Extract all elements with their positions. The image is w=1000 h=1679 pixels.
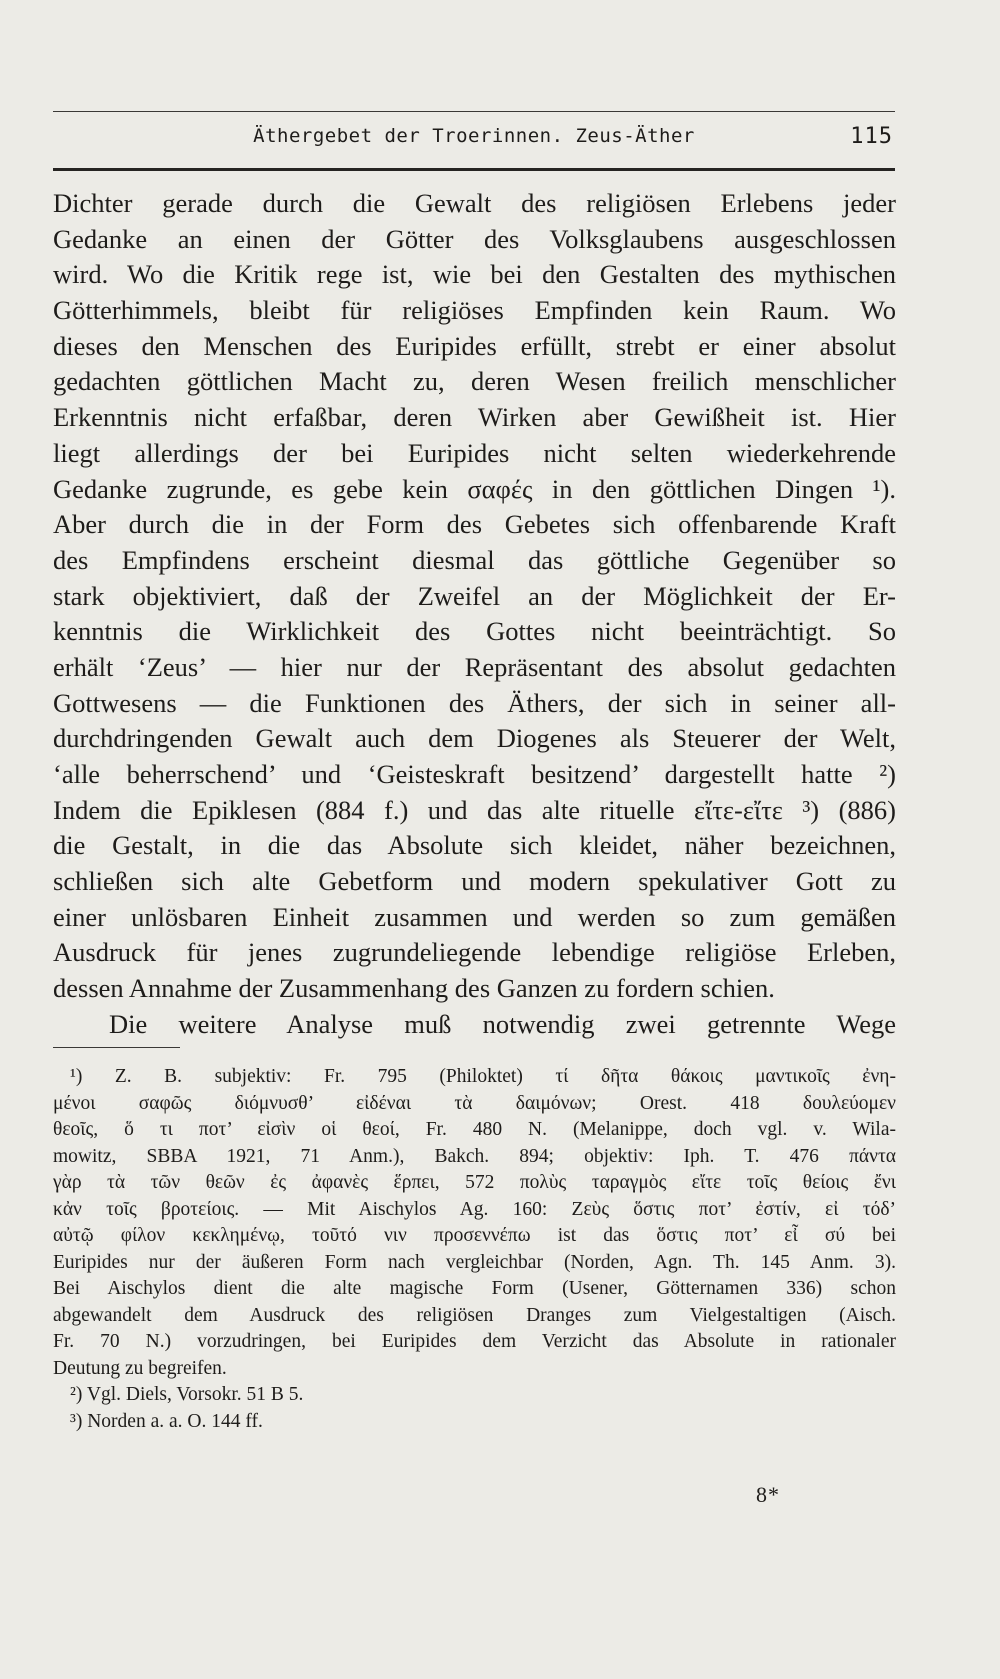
body-line: Ausdruck für jenes zugrundeliegende lebendige religiöse Erleben, [53, 937, 896, 968]
footnote-line: ¹) Z. B. subjektiv: Fr. 795 (Philoktet) τί δῆτα θάκοις μαντικοῖς ἐνη- [70, 1066, 896, 1087]
body-line: Gottwesens — die Funktionen des Äthers, der sich in seiner all- [53, 687, 896, 718]
running-header [53, 111, 895, 171]
footnote-line: Fr. 70 N.) vorzudringen, bei Euripides dem Verzicht das Absolute in rationaler [53, 1331, 896, 1352]
body-line: wird. Wo die Kritik rege ist, wie bei den Gestalten des mythischen [53, 259, 896, 290]
body-line: Götterhimmels, bleibt für religiöses Empfinden kein Raum. Wo [53, 295, 896, 326]
footnote-line: ³) Norden a. a. O. 144 ff. [70, 1410, 263, 1432]
signature-mark: 8* [756, 1482, 780, 1507]
footnote-divider [53, 1047, 180, 1048]
body-line: Erkenntnis nicht erfaßbar, deren Wirken aber Gewißheit ist. Hier [53, 402, 896, 433]
body-line: Gedanke zugrunde, es gebe kein σαφές in den göttlichen Dingen ¹). [53, 473, 896, 504]
body-line: ‘alle beherrschend’ und ‘Geisteskraft besitzend’ dargestellt hatte ²) [53, 759, 896, 789]
footnote-line: Deutung zu begreifen. [53, 1357, 227, 1379]
footnote-line: μένοι σαφῶς διόμνυσθ’ εἰδέναι τὰ δαιμόνων; Orest. 418 δουλεύομεν [53, 1092, 896, 1114]
body-line: die Gestalt, in die das Absolute sich kleidet, näher bezeichnen, [53, 830, 896, 861]
body-line: Die weitere Analyse muß notwendig zwei getrennte Wege [109, 1008, 896, 1039]
body-line: einer unlösbaren Einheit zusammen und werden so zum gemäßen [53, 901, 896, 932]
body-line: Gedanke an einen der Götter des Volksglaubens ausgeschlossen [53, 223, 896, 254]
page-number: 115 [850, 124, 893, 149]
footnote-line: mowitz, SBBA 1921, 71 Anm.), Bakch. 894; objektiv: Iph. T. 476 πάντα [53, 1145, 896, 1167]
footnote-line: γὰρ τὰ τῶν θεῶν ἐς ἀφανὲς ἕρπει, 572 πολὺς ταραγμὸς εἴτε τοῖς θείοις ἔνι [53, 1172, 896, 1193]
body-line: durchdringenden Gewalt auch dem Diogenes als Steuerer der Welt, [53, 723, 896, 754]
body-line: liegt allerdings der bei Euripides nicht selten wiederkehrende [53, 437, 896, 468]
footnote-line: κἀν τοῖς βροτείοις. — Mit Aischylos Ag. 160: Ζεὺς ὅστις ποτ’ ἐστίν, εἰ τόδ’ [53, 1198, 896, 1220]
body-line: dieses den Menschen des Euripides erfüllt, strebt er einer absolut [53, 330, 896, 361]
main-text [53, 186, 896, 1043]
footnote-line: Euripides nur der äußeren Form nach vergleichbar (Norden, Agn. Th. 145 Anm. 3). [53, 1251, 896, 1273]
body-line: kenntnis die Wirklichkeit des Gottes nicht beeinträchtigt. So [53, 616, 896, 647]
footnote-line: abgewandelt dem Ausdruck des religiösen Dranges zum Vielgestaltigen (Aisch. [53, 1304, 896, 1326]
body-line: dessen Annahme der Zusammenhang des Ganzen zu fordern schien. [53, 973, 775, 1004]
footnote-line: αὐτῷ φίλον κεκλημένῳ, τοῦτό νιν προσεννέπω ist das ὅστις ποτ’ εἶ σύ bei [53, 1225, 896, 1246]
footnote-line: Bei Aischylos dient die alte magische Form (Usener, Götternamen 336) schon [53, 1278, 896, 1299]
footnote-line: ²) Vgl. Diels, Vorsokr. 51 B 5. [70, 1384, 304, 1405]
body-line: Indem die Epiklesen (884 f.) und das alte rituelle εἴτε-εἴτε ³) (886) [53, 794, 896, 825]
footnote-line: θεοῖς, ὅ τι ποτ’ εἰσὶν οἱ θεοί, Fr. 480 N. (Melanippe, doch vgl. v. Wila- [53, 1119, 896, 1140]
body-line: erhält ‘Zeus’ — hier nur der Repräsentant des absolut gedachten [53, 651, 896, 682]
body-line: gedachten göttlichen Macht zu, deren Wesen freilich menschlicher [53, 366, 896, 397]
body-line: des Empfindens erscheint diesmal das göttliche Gegenüber so [53, 544, 896, 575]
body-line: Dichter gerade durch die Gewalt des religiösen Erlebens jeder [53, 188, 896, 218]
body-line: Aber durch die in der Form des Gebetes sich offenbarende Kraft [53, 509, 896, 540]
running-title: Äthergebet der Troerinnen. Zeus-Äther [253, 125, 695, 147]
body-line: stark objektiviert, daß der Zweifel an der Möglichkeit der Er- [53, 580, 896, 611]
footnotes [53, 1064, 896, 1435]
body-line: schließen sich alte Gebetform und modern spekulativer Gott zu [53, 866, 896, 897]
